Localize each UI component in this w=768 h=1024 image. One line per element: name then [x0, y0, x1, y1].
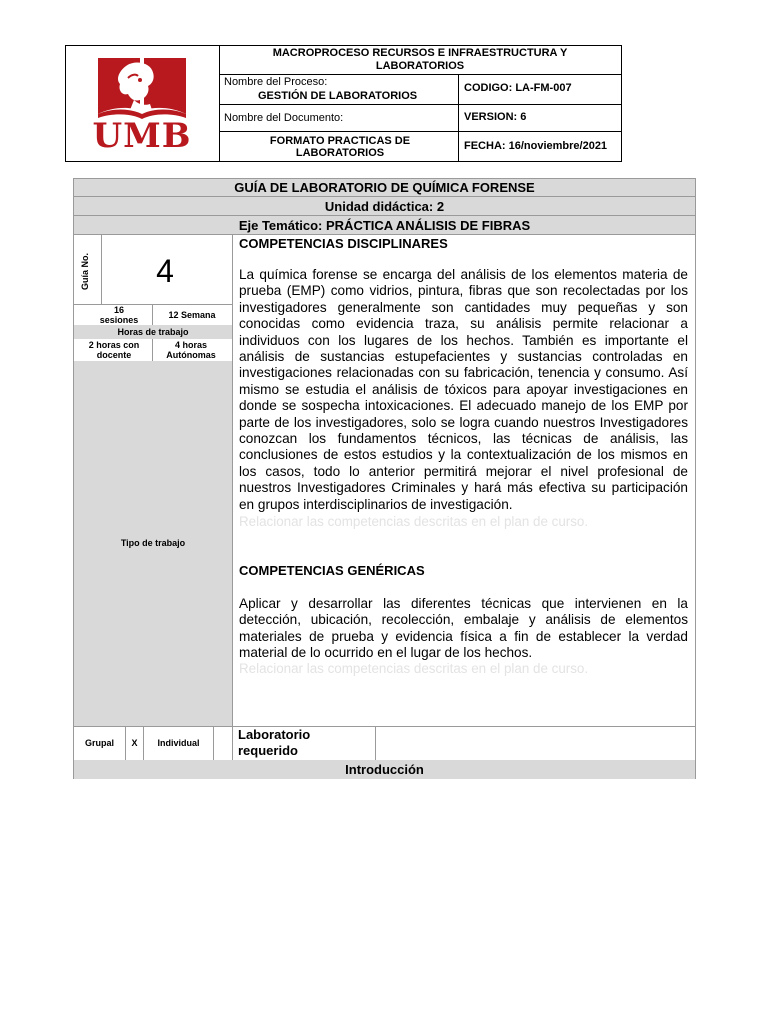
disciplinary-placeholder: Relacionar las competencias descritas en el plan de curso. — [239, 514, 589, 529]
process-label: Nombre del Proceso: — [224, 76, 328, 88]
unit-title: Unidad didáctica: 2 — [73, 196, 696, 216]
umb-logo — [78, 48, 206, 156]
hours-label: Horas de trabajo — [74, 325, 232, 339]
generic-title: COMPETENCIAS GENÉRICAS — [239, 563, 425, 578]
work-type-label: Tipo de trabajo — [120, 538, 186, 548]
introduction-title: Introducción — [74, 760, 695, 779]
lab-required-label: Laboratorio requerido — [238, 727, 311, 758]
disciplinary-title: COMPETENCIAS DISCIPLINARES — [239, 236, 448, 251]
guia-number: 4 — [156, 252, 174, 289]
logo-text: UMB — [92, 116, 192, 156]
disciplinary-text: La química forense se encarga del análisis de los elementos materia de prueba (EMP) como vidrios, pintura, fibras que son recolectadas por los investigadores generalmente son cantidades muy pequeñas y son conocidas como evidencia traza, su análisis permite relacionar a individuos con los lugares de los hechos. También es importante el análisis de sustancias estupefacientes y sustancias controladas en investigaciones relacionadas con su fabricación, tenencia y consumo. Así mismo se estudia el análisis de tóxicos para apoyar investigaciones en donde se sospecha intoxicaciones. El adecuado manejo de los EMP por parte de los investigadores, solo se logra cuando nuestros Investigadores conozcan los fundamentos técnicos, las técnicas de análisis, las conclusiones de estos estudios y la contextualización de los mismos en los casos, todo lo anterior permitirá mejorar el nivel profesional de nuestros Investigadores Criminales y hará más efectiva su participación en grupos interdisciplinarios de investigación. — [239, 267, 688, 512]
week-count: 12 Semana — [168, 309, 216, 320]
group-mark: X — [131, 738, 138, 748]
generic-placeholder: Relacionar las competencias descritas en el plan de curso. — [239, 661, 589, 676]
guide-title: GUÍA DE LABORATORIO DE QUÍMICA FORENSE — [73, 178, 696, 197]
guia-label: Guía No. — [80, 252, 90, 290]
document-value: FORMATO PRACTICAS DE LABORATORIOS — [269, 134, 411, 159]
hours-autonomous: 4 horas Autónomas — [166, 340, 216, 360]
axis-title: Eje Temático: PRÁCTICA ANÁLISIS DE FIBRAS — [73, 215, 696, 235]
group-label: Grupal — [84, 738, 114, 748]
hours-teacher: 2 horas con docente — [88, 340, 140, 360]
document-label: Nombre del Documento: — [224, 112, 344, 124]
macroprocess-title: MACROPROCESO RECURSOS E INFRAESTRUCTURA Y LABORATORIOS — [272, 47, 568, 72]
individual-label: Individual — [157, 738, 200, 748]
code: CODIGO: LA-FM-007 — [464, 82, 572, 94]
process-value: GESTIÓN DE LABORATORIOS — [258, 90, 418, 102]
version: VERSION: 6 — [464, 111, 527, 123]
date: FECHA: 16/noviembre/2021 — [464, 140, 608, 152]
sessions-count: 16 sesiones — [99, 304, 139, 325]
generic-text: Aplicar y desarrollar las diferentes técnicas que intervienen en la detección, ubicación, recolección, embalaje y análisis de elementos materiales de prueba y evidencia física a fin de establecer la verdad material de lo ocurrido en el lugar de los hechos. — [239, 596, 688, 661]
